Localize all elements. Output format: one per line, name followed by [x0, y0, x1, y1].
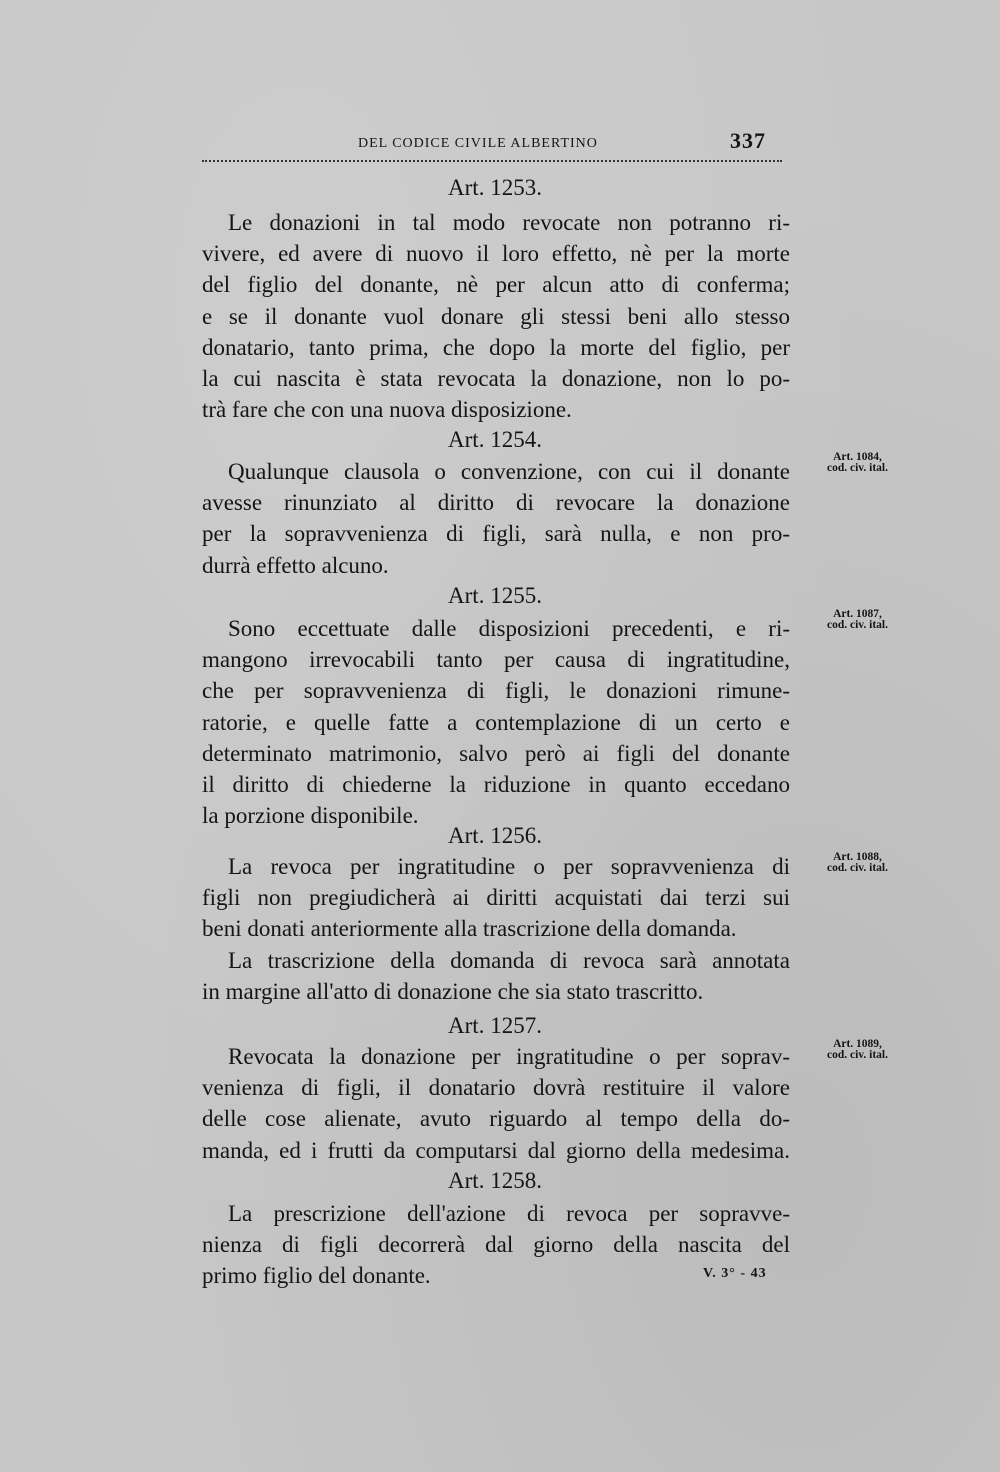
text-line: La prescrizione dell'azione di revoca per sopravve-	[228, 1201, 790, 1226]
running-head: DEL CODICE CIVILE ALBERTINO	[358, 136, 598, 151]
text-line: e se il donante vuol donare gli stessi beni allo stesso	[202, 303, 790, 329]
side-note-line: Art. 1089,	[833, 1038, 882, 1050]
article-1257-side-note	[805, 1039, 910, 1061]
side-note-line: cod. civ. ital.	[826, 862, 888, 874]
text-line: nienza di figli decorrerà dal giorno della nascita del	[202, 1232, 790, 1258]
text-line: figli non pregiudicherà ai diritti acquistati dai terzi sui	[202, 885, 790, 911]
text-line: La trascrizione della domanda di revoca sarà annotata	[228, 947, 790, 973]
page-number: 337	[730, 128, 766, 153]
article-1257-text	[202, 1041, 790, 1166]
side-note-line: Art. 1084,	[833, 451, 882, 463]
article-1257-title: Art. 1257.	[448, 1013, 542, 1038]
text-line: venienza di figli, il donatario dovrà restituire il valore	[202, 1075, 790, 1101]
text-line: vivere, ed avere di nuovo il loro effetto, nè per la morte	[202, 241, 790, 267]
text-line: la porzione disponibile.	[202, 803, 419, 829]
article-1253-title: Art. 1253.	[448, 175, 542, 200]
text-line: delle cose alienate, avuto riguardo al tempo della do-	[202, 1106, 790, 1132]
text-line: donatario, tanto prima, che dopo la morte del figlio, per	[202, 334, 790, 360]
side-note-line: cod. civ. ital.	[826, 462, 888, 474]
article-1258-text	[202, 1198, 790, 1292]
article-1256-title: Art. 1256.	[448, 823, 542, 848]
text-line: beni donati anteriormente alla trascrizione della domanda.	[202, 916, 737, 942]
article-1254-side-note	[805, 452, 910, 474]
text-line: Qualunque clausola o convenzione, con cui il donante	[228, 459, 790, 484]
text-line: che per sopravvenienza di figli, le donazioni rimune-	[202, 678, 790, 704]
text-line: Revocata la donazione per ingratitudine o per soprav-	[228, 1044, 790, 1069]
text-line: il diritto di chiederne la riduzione in quanto eccedano	[202, 772, 790, 798]
text-line: Sono eccettuate dalle disposizioni precedenti, e ri-	[228, 616, 790, 641]
text-line: avesse rinunziato al diritto di revocare la donazione	[202, 490, 790, 516]
printer-signature-mark: V. 3° - 43	[703, 1266, 767, 1281]
text-line: la cui nascita è stata revocata la donazione, non lo po-	[202, 366, 790, 392]
text-line: del figlio del donante, nè per alcun atto di conferma;	[202, 272, 790, 298]
header-rule	[202, 160, 782, 162]
text-line: primo figlio del donante.	[202, 1263, 431, 1289]
text-line: in margine all'atto di donazione che sia stato trascritto.	[202, 978, 704, 1004]
article-1253-text	[202, 207, 790, 425]
article-1255-side-note	[805, 609, 910, 631]
text-line: per la sopravvenienza di figli, sarà nulla, e non pro-	[202, 521, 790, 547]
text-line: La revoca per ingratitudine o per sopravvenienza di	[228, 854, 790, 879]
text-line: durrà effetto alcuno.	[202, 552, 389, 578]
article-1256-text	[202, 851, 790, 1007]
side-note-line: cod. civ. ital.	[826, 619, 888, 631]
article-1256-side-note	[805, 852, 910, 874]
article-1255-title: Art. 1255.	[448, 583, 542, 608]
text-line: manda, ed i frutti da computarsi dal giorno della medesima.	[202, 1137, 790, 1163]
text-line: ratorie, e quelle fatte a contemplazione di un certo e	[202, 709, 790, 735]
article-1254-text	[202, 456, 790, 581]
article-1258-title: Art. 1258.	[448, 1168, 542, 1193]
side-note-line: Art. 1088,	[833, 851, 882, 863]
text-line: determinato matrimonio, salvo però ai figli del donante	[202, 740, 790, 766]
text-line: trà fare che con una nuova disposizione.	[202, 397, 572, 423]
side-note-line: Art. 1087,	[833, 608, 882, 620]
article-1255-text	[202, 613, 790, 831]
text-line: mangono irrevocabili tanto per causa di ingratitudine,	[202, 647, 790, 673]
side-note-line: cod. civ. ital.	[826, 1049, 888, 1061]
text-line: Le donazioni in tal modo revocate non potranno ri-	[228, 210, 790, 235]
article-1254-title: Art. 1254.	[448, 427, 542, 452]
